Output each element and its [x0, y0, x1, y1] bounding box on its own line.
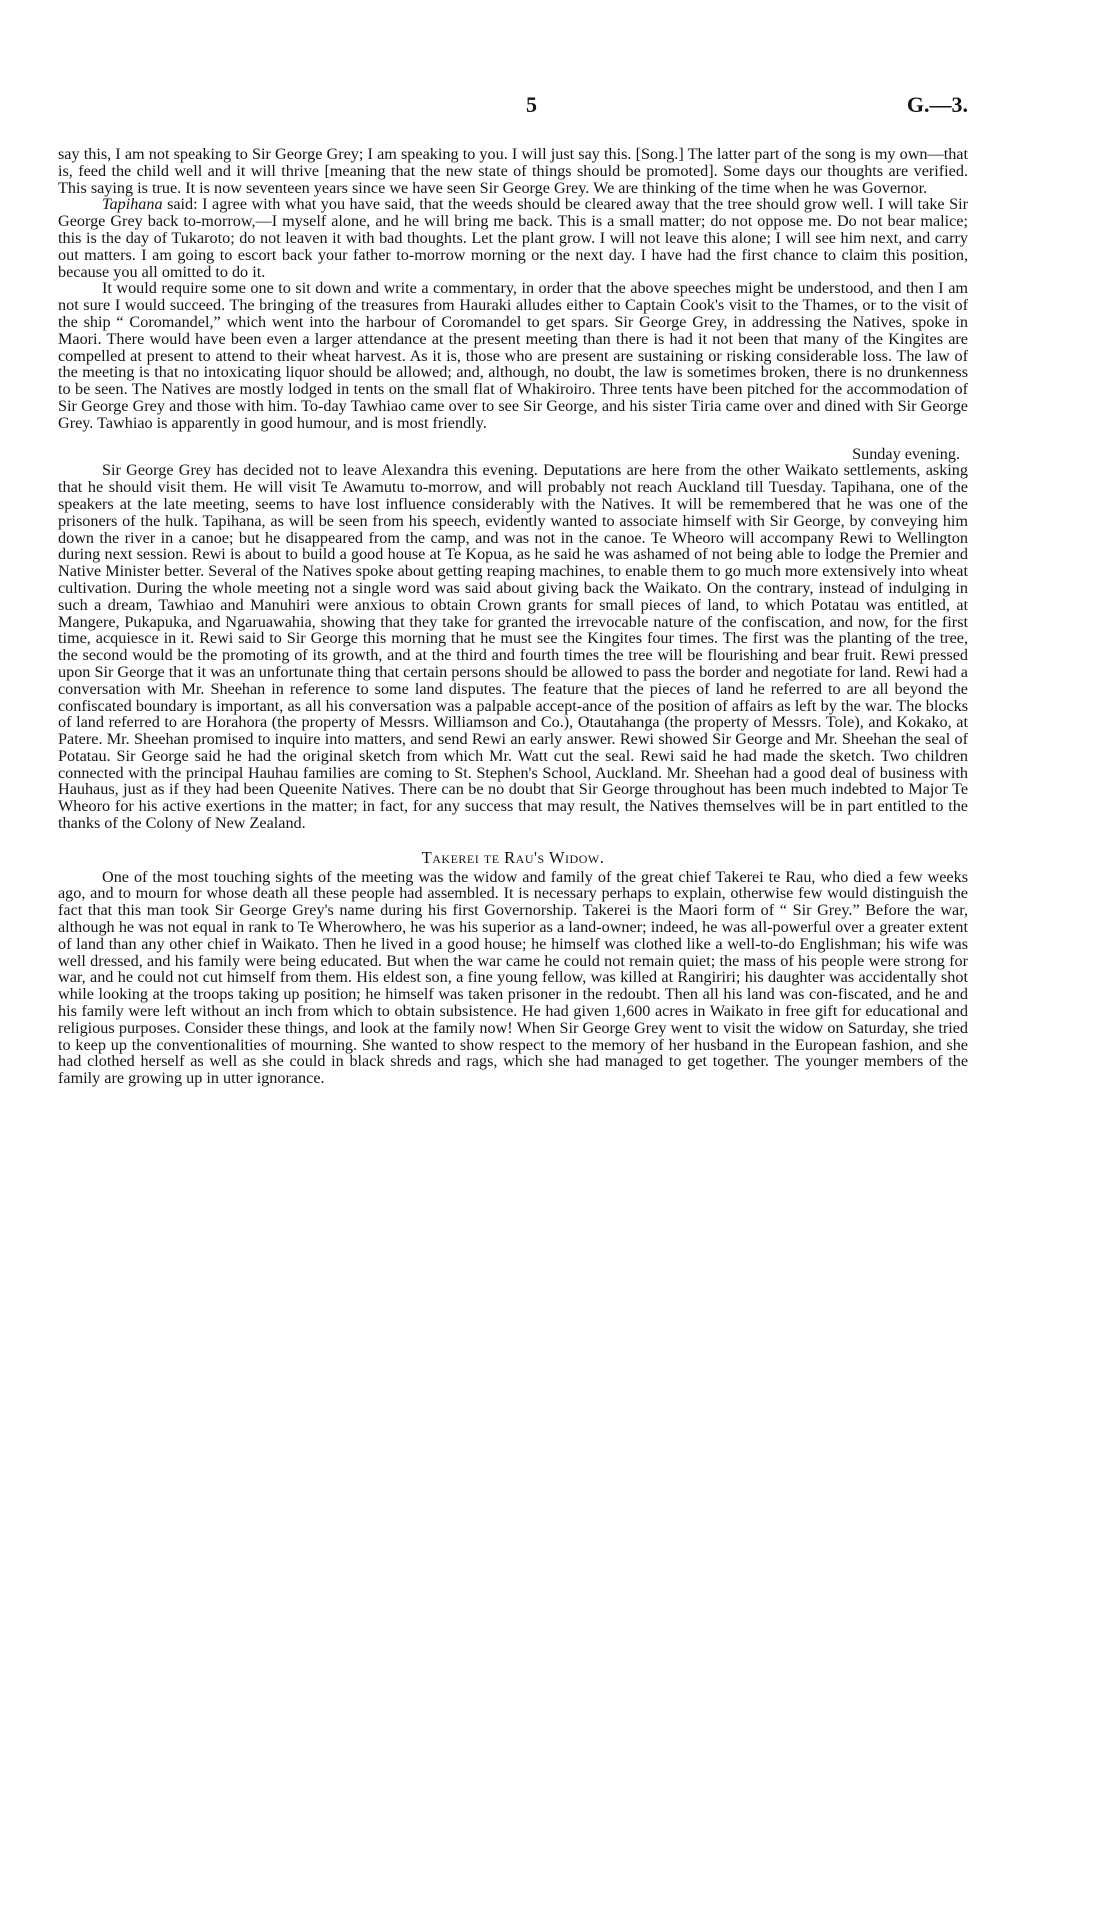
- page-header: [58, 92, 968, 122]
- paragraph-speech-continuation: say this, I am not speaking to Sir George Grey; I am speaking to you. I will just say this. [Song.] The latter part of the song is my own—that is, feed the child well and it will thrive [meaning that the new state of things should be promoted]. Some days our thoughts are verified. This saying is true. It is now seventeen years since we have seen Sir George Grey. We are thinking of the time when he was Governor.: [58, 145, 968, 197]
- speaker-name: Tapihana: [102, 195, 163, 214]
- dateline: Sunday evening.: [852, 444, 960, 463]
- document-body: [58, 146, 968, 1087]
- paragraph-widow: One of the most touching sights of the meeting was the widow and family of the great chief Takerei te Rau, who died a few weeks ago, and to mourn for whose death all these people had assembled. It is necessary perhaps to explain, otherwise few would distinguish the fact that this man took Sir George Grey's name during his first Governorship. Takerei is the Maori form of “ Sir Grey.” Before the war, although he was not equal in rank to Te Wherowhero, he was his superior as a land-owner; indeed, he was all-powerful over a greater extent of land than any other chief in Waikato. Then he lived in a good house; he himself was clothed like a well-to-do Englishman; his wife was well dressed, and his family were being educated. But when the war came he could not remain quiet; the mass of his people were strong for war, and he could not cut himself from them. His eldest son, a fine young fellow, was killed at Rangiriri; his daughter was accidentally shot while looking at the troops taking up position; he himself was taken prisoner in the redoubt. Then all his land was con-fiscated, and he and his family were left without an inch from which to obtain subsistence. He had given 1,600 acres in Waikato in free gift for educational and religious purposes. Consider these things, and look at the family now! When Sir George Grey went to visit the widow on Saturday, she tried to keep up the conventionalities of mourning. She wanted to show respect to the memory of her husband in the European fashion, and she had clothed herself as well as she could in black shreds and rags, which she had managed to get together. The younger members of the family are growing up in utter ignorance.: [58, 867, 968, 1088]
- paragraph-commentary: It would require some one to sit down and write a commentary, in order that the above speeches might be understood, and then I am not sure I would succeed. The bringing of the treasures from Hauraki alludes either to Captain Cook's visit to the Thames, or to the visit of the ship “ Coromandel,” which went into the harbour of Coromandel to get spars. Sir George Grey, in addressing the Natives, spoke in Maori. There would have been even a larger attendance at the present meeting than there is had it not been that many of the Kingites are compelled at present to attend to their wheat harvest. As it is, those who are present are sustaining or risking considerable loss. The law of the meeting is that no intoxicating liquor should be allowed; and, although, no doubt, the law is sometimes broken, there is no drunkenness to be seen. The Natives are mostly lodged in tents on the small flat of Whakiroiro. Three tents have been pitched for the accommodation of Sir George Grey and those with him. To-day Tawhiao came over to see Sir George, and his sister Tiria came over and dined with Sir George Grey. Tawhiao is apparently in good humour, and is most friendly.: [58, 279, 968, 432]
- paragraph-tapihana-speech: [58, 196, 968, 280]
- speech-text: said: I agree with what you have said, that the weeds should be cleared away that the tree should grow well. I will take Sir George Grey back to-morrow,—I myself alone, and he will bring me back. This is a small matter; do not oppose me. Do not bear malice; this is the day of Tukaroto; do not leaven it with bad thoughts. Let the plant grow. I will not leave this alone; I will see him next, and carry out matters. I am going to escort back your father to-morrow morning or the next day. I have had the first chance to claim this position, because you all omitted to do it.: [58, 195, 968, 281]
- page-number: 5: [526, 92, 537, 117]
- section-heading: Takerei te Rau's Widow.: [421, 847, 605, 867]
- paragraph-sunday-report: Sir George Grey has decided not to leave Alexandra this evening. Deputations are here from the other Waikato settlements, asking that he should visit them. He will visit Te Awamutu to-morrow, and will probably not reach Auckland till Tuesday. Tapihana, one of the speakers at the late meeting, seems to have lost influence considerably with the Natives. It will be remembered that he was one of the prisoners of the hulk. Tapihana, as will be seen from his speech, evidently wanted to associate himself with Sir George, by conveying him down the river in a canoe; but he disappeared from the camp, and was not in the canoe. Te Wheoro will accompany Rewi to Wellington during next session. Rewi is about to build a good house at Te Kopua, as he said he was ashamed of not being able to lodge the Premier and Native Minister better. Several of the Natives spoke about getting reaping machines, to enable them to go much more extensively into wheat cultivation. During the whole meeting not a single word was said about giving back the Waikato. On the contrary, instead of indulging in such a dream, Tawhiao and Manuhiri were anxious to obtain Crown grants for small pieces of land, to which Potatau was entitled, at Mangere, Pukapuka, and Ngaruawahia, showing that they take for granted the irrevocable nature of the confiscation, and now, for the first time, acquiesce in it. Rewi said to Sir George this morning that he must see the Kingites four times. The first was the planting of the tree, the second would be the promoting of its growth, and at the third and fourth times the tree will be flourishing and bear fruit. Rewi pressed upon Sir George that it was an unfortunate thing that certain persons should be allowed to pass the border and negotiate for land. Rewi had a conversation with Mr. Sheehan in reference to some land disputes. The feature that the pieces of land he referred to are all beyond the confiscated boundary is important, as all his conversation was a palpable accept-ance of the position of affairs as left by the war. The blocks of land referred to are Horahora (the property of Messrs. Williamson and Co.), Otautahanga (the property of Messrs. Tole), and Kokako, at Patere. Mr. Sheehan promised to inquire into matters, and send Rewi an early answer. Rewi showed Sir George and Mr. Sheehan the seal of Potatau. Sir George said he had the original sketch from which Mr. Watt cut the seal. Rewi said he had made the sketch. Two children connected with the principal Hauhau families are coming to St. Stephen's School, Auckland. Mr. Sheehan had a good deal of business with Hauhaus, just as if they had been Queenite Natives. There can be no doubt that Sir George throughout has been much indebted to Major Te Wheoro for his active exertions in the matter; in fact, for any success that may result, the Natives themselves will be in part entitled to the thanks of the Colony of New Zealand.: [58, 461, 968, 833]
- document-reference: G.—3.: [906, 92, 968, 117]
